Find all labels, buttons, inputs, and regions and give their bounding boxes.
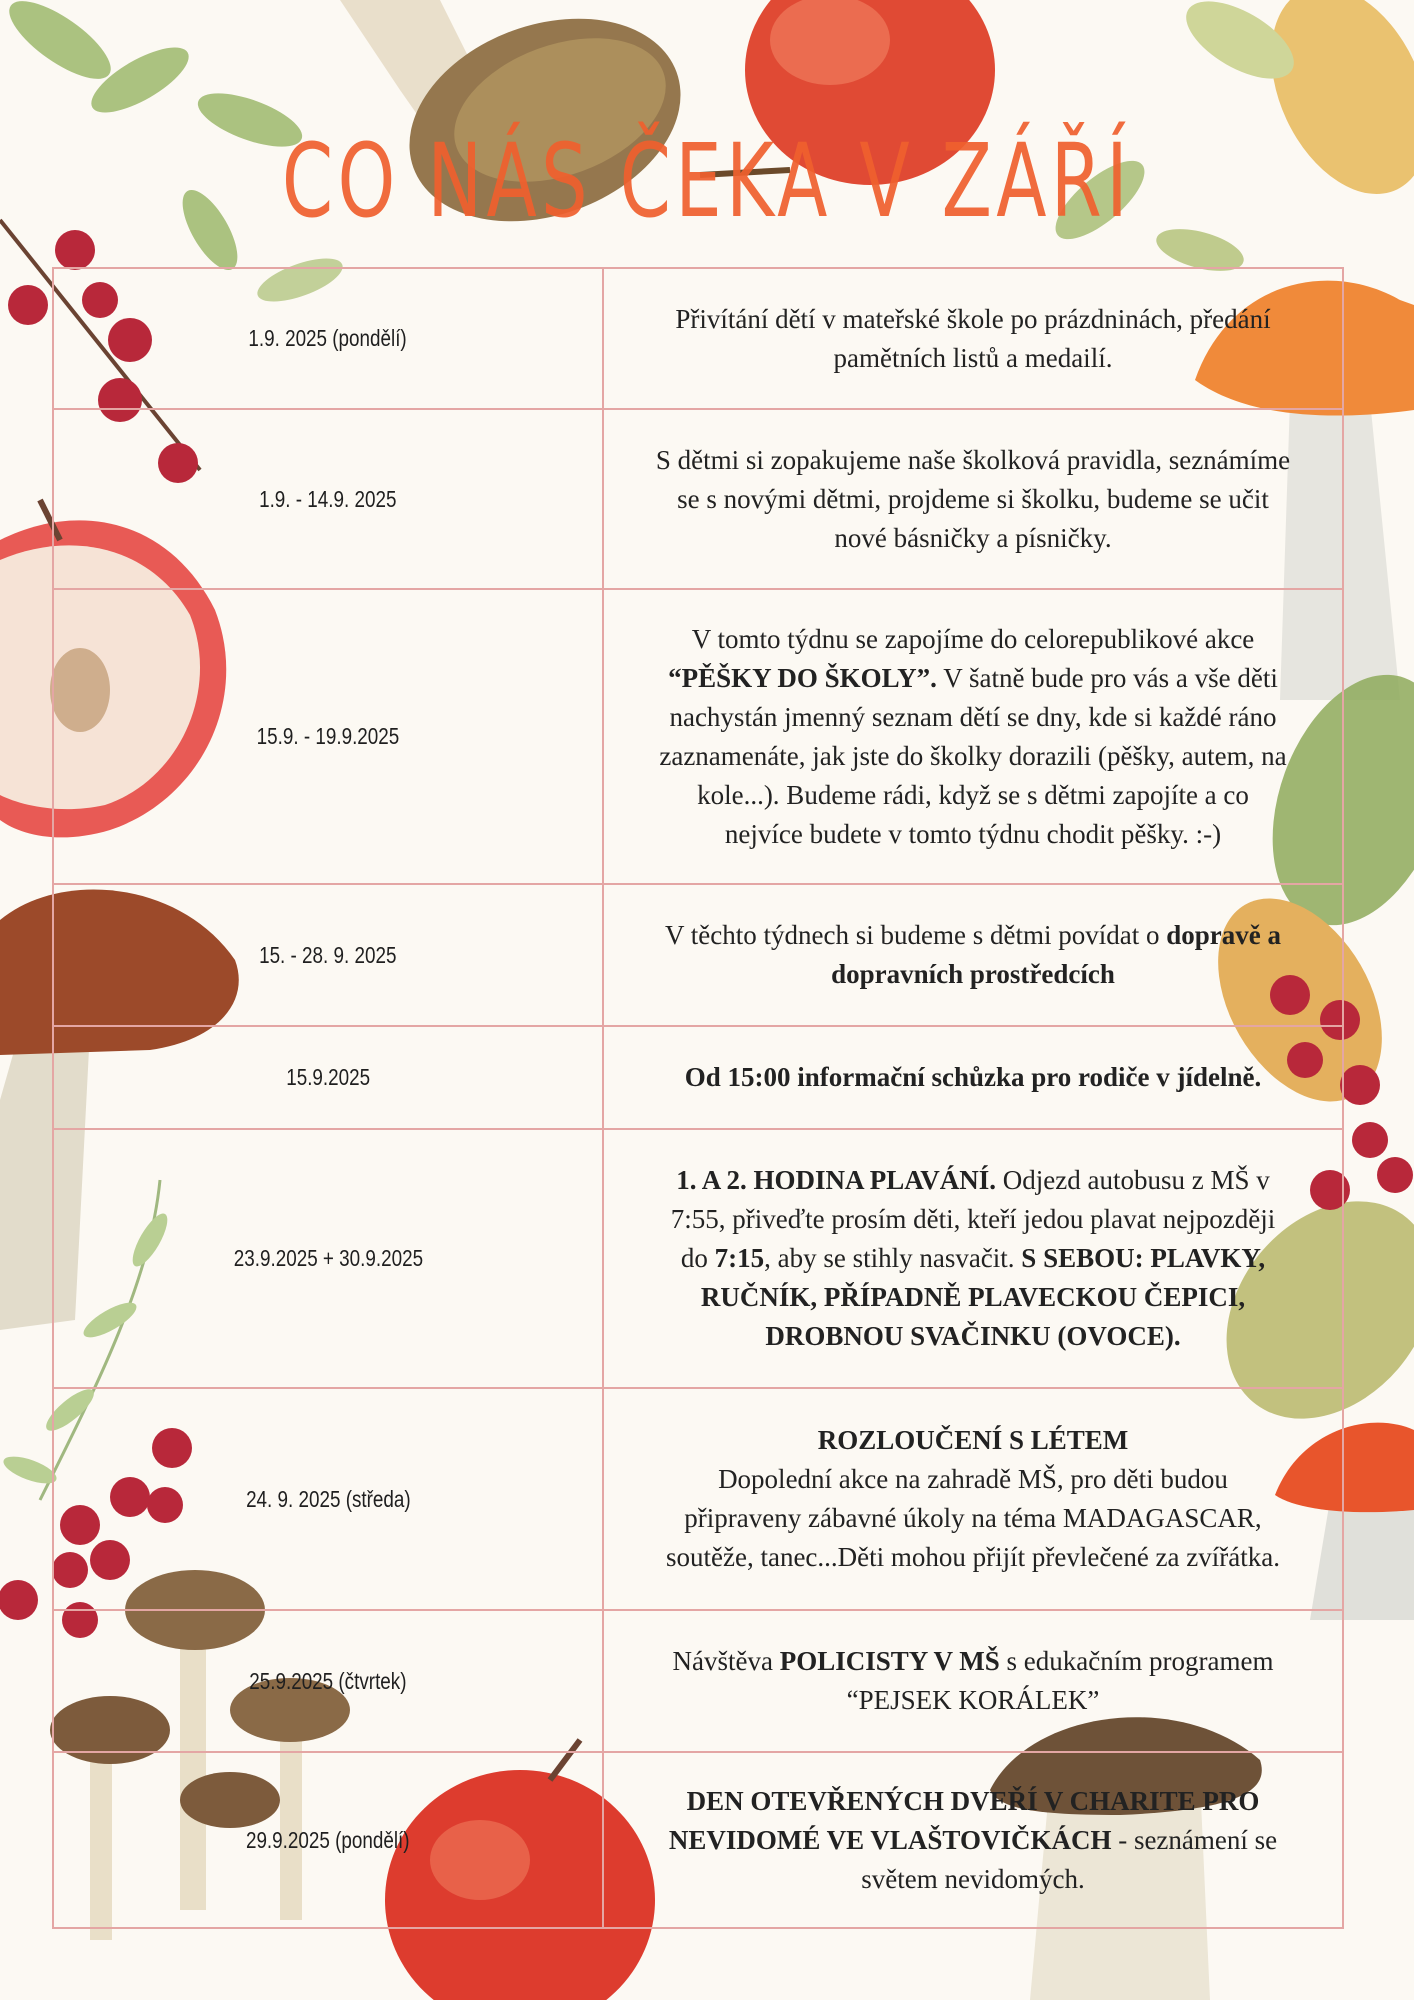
table-row bbox=[52, 1751, 1344, 1929]
event-date: 1.9. 2025 (pondělí) bbox=[52, 269, 604, 408]
bold-text: DROBNOU SVAČINKU (OVOCE). bbox=[765, 1321, 1181, 1351]
table-row bbox=[52, 1609, 1344, 1751]
bold-text: DEN OTEVŘENÝCH DVEŘÍ V CHARITE PRO bbox=[686, 1785, 1260, 1816]
text: “PEJSEK KORÁLEK” bbox=[846, 1685, 1100, 1715]
description-text bbox=[673, 1642, 1274, 1720]
event-date: 23.9.2025 + 30.9.2025 bbox=[52, 1130, 604, 1387]
bold-text: dopravních prostředcích bbox=[831, 959, 1115, 989]
bold-text: NEVIDOMÉ VE VLAŠTOVIČKÁCH bbox=[668, 1824, 1112, 1855]
description-text bbox=[659, 620, 1286, 854]
text: 7:55, přiveďte prosím děti, kteří jedou plavat nejpozději bbox=[670, 1204, 1276, 1234]
event-description bbox=[604, 1027, 1344, 1128]
description-text bbox=[666, 1421, 1280, 1577]
description-text bbox=[671, 1161, 1276, 1356]
event-date: 15.9. - 19.9.2025 bbox=[52, 590, 604, 883]
table-row bbox=[52, 883, 1344, 1025]
event-date: 15.9.2025 bbox=[52, 1027, 604, 1128]
event-date: 24. 9. 2025 (středa) bbox=[52, 1389, 604, 1609]
text: - seznámení se bbox=[1111, 1824, 1278, 1855]
text: V těchto týdnech si budeme s dětmi povídat o bbox=[665, 920, 1167, 950]
text: s edukačním programem bbox=[999, 1646, 1274, 1676]
text: V tomto týdnu se zapojíme do celorepublikové akce bbox=[691, 623, 1255, 654]
bold-text: ROZLOUČENÍ S LÉTEM bbox=[817, 1425, 1129, 1455]
text: soutěže, tanec...Děti mohou přijít převlečené za zvířátka. bbox=[666, 1542, 1280, 1572]
text: Dopolední akce na zahradě MŠ, pro děti budou bbox=[718, 1464, 1228, 1494]
bold-text: S SEBOU: PLAVKY, bbox=[1021, 1243, 1266, 1273]
event-description bbox=[604, 410, 1344, 588]
bold-text: dopravě a bbox=[1166, 920, 1281, 950]
text: připraveny zábavné úkoly na téma MADAGASCAR, bbox=[684, 1503, 1262, 1533]
bold-text: RUČNÍK, PŘÍPADNĚ PLAVECKOU ČEPICI, bbox=[700, 1282, 1246, 1312]
event-description bbox=[604, 590, 1344, 883]
text: Odjezd autobusu z MŠ v bbox=[996, 1165, 1270, 1195]
bold-text: 7:15 bbox=[714, 1243, 765, 1273]
table-row bbox=[52, 1387, 1344, 1609]
event-date: 15. - 28. 9. 2025 bbox=[52, 885, 604, 1025]
description-text bbox=[656, 441, 1290, 558]
event-description bbox=[604, 1611, 1344, 1751]
text: nové básničky a písničky. bbox=[834, 522, 1112, 553]
description-text bbox=[685, 1058, 1262, 1097]
table-row bbox=[52, 1128, 1344, 1387]
description-text bbox=[669, 1782, 1277, 1899]
text: do bbox=[680, 1243, 715, 1273]
bold-text: POLICISTY V MŠ bbox=[779, 1646, 1000, 1676]
table-row bbox=[52, 408, 1344, 588]
bold-text: “PĚŠKY DO ŠKOLY”. bbox=[668, 662, 937, 693]
bold-text: Od 15:00 informační schůzka pro rodiče v jídelně. bbox=[684, 1062, 1262, 1092]
text: nejvíce budete v tomto týdnu chodit pěšky. :-) bbox=[724, 818, 1222, 849]
text: Přivítání dětí v mateřské škole po prázdninách, předání bbox=[675, 303, 1271, 334]
page-title: CO NÁS ČEKA V ZÁŘÍ bbox=[281, 122, 1133, 241]
schedule-table bbox=[52, 267, 1344, 1929]
text: kole...). Budeme rádi, když se s dětmi zapojíte a co bbox=[697, 779, 1249, 810]
text: V šatně bude pro vás a vše děti bbox=[936, 662, 1278, 693]
text: , aby se stihly nasvačit. bbox=[764, 1243, 1022, 1273]
text: S dětmi si zopakujeme naše školková pravidla, seznámíme bbox=[655, 444, 1291, 475]
text: Návštěva bbox=[672, 1646, 780, 1676]
description-text bbox=[665, 916, 1281, 994]
event-description bbox=[604, 269, 1344, 408]
text: světem nevidomých. bbox=[861, 1863, 1085, 1894]
text: nachystán jmenný seznam dětí se dny, kde si každé ráno bbox=[669, 701, 1277, 732]
text: pamětních listů a medailí. bbox=[833, 342, 1113, 373]
event-description bbox=[604, 1389, 1344, 1609]
event-description bbox=[604, 1130, 1344, 1387]
event-description bbox=[604, 1753, 1344, 1927]
table-row bbox=[52, 267, 1344, 408]
event-description bbox=[604, 885, 1344, 1025]
text: se s novými dětmi, projdeme si školku, budeme se učit bbox=[677, 483, 1269, 514]
text: zaznamenáte, jak jste do školky dorazili (pěšky, autem, na bbox=[659, 740, 1287, 771]
event-date: 25.9.2025 (čtvrtek) bbox=[52, 1611, 604, 1751]
bold-text: 1. A 2. HODINA PLAVÁNÍ. bbox=[676, 1165, 997, 1195]
table-row bbox=[52, 588, 1344, 883]
event-date: 29.9.2025 (pondělí) bbox=[52, 1753, 604, 1927]
table-row bbox=[52, 1025, 1344, 1128]
event-date: 1.9. - 14.9. 2025 bbox=[52, 410, 604, 588]
description-text bbox=[675, 300, 1270, 378]
